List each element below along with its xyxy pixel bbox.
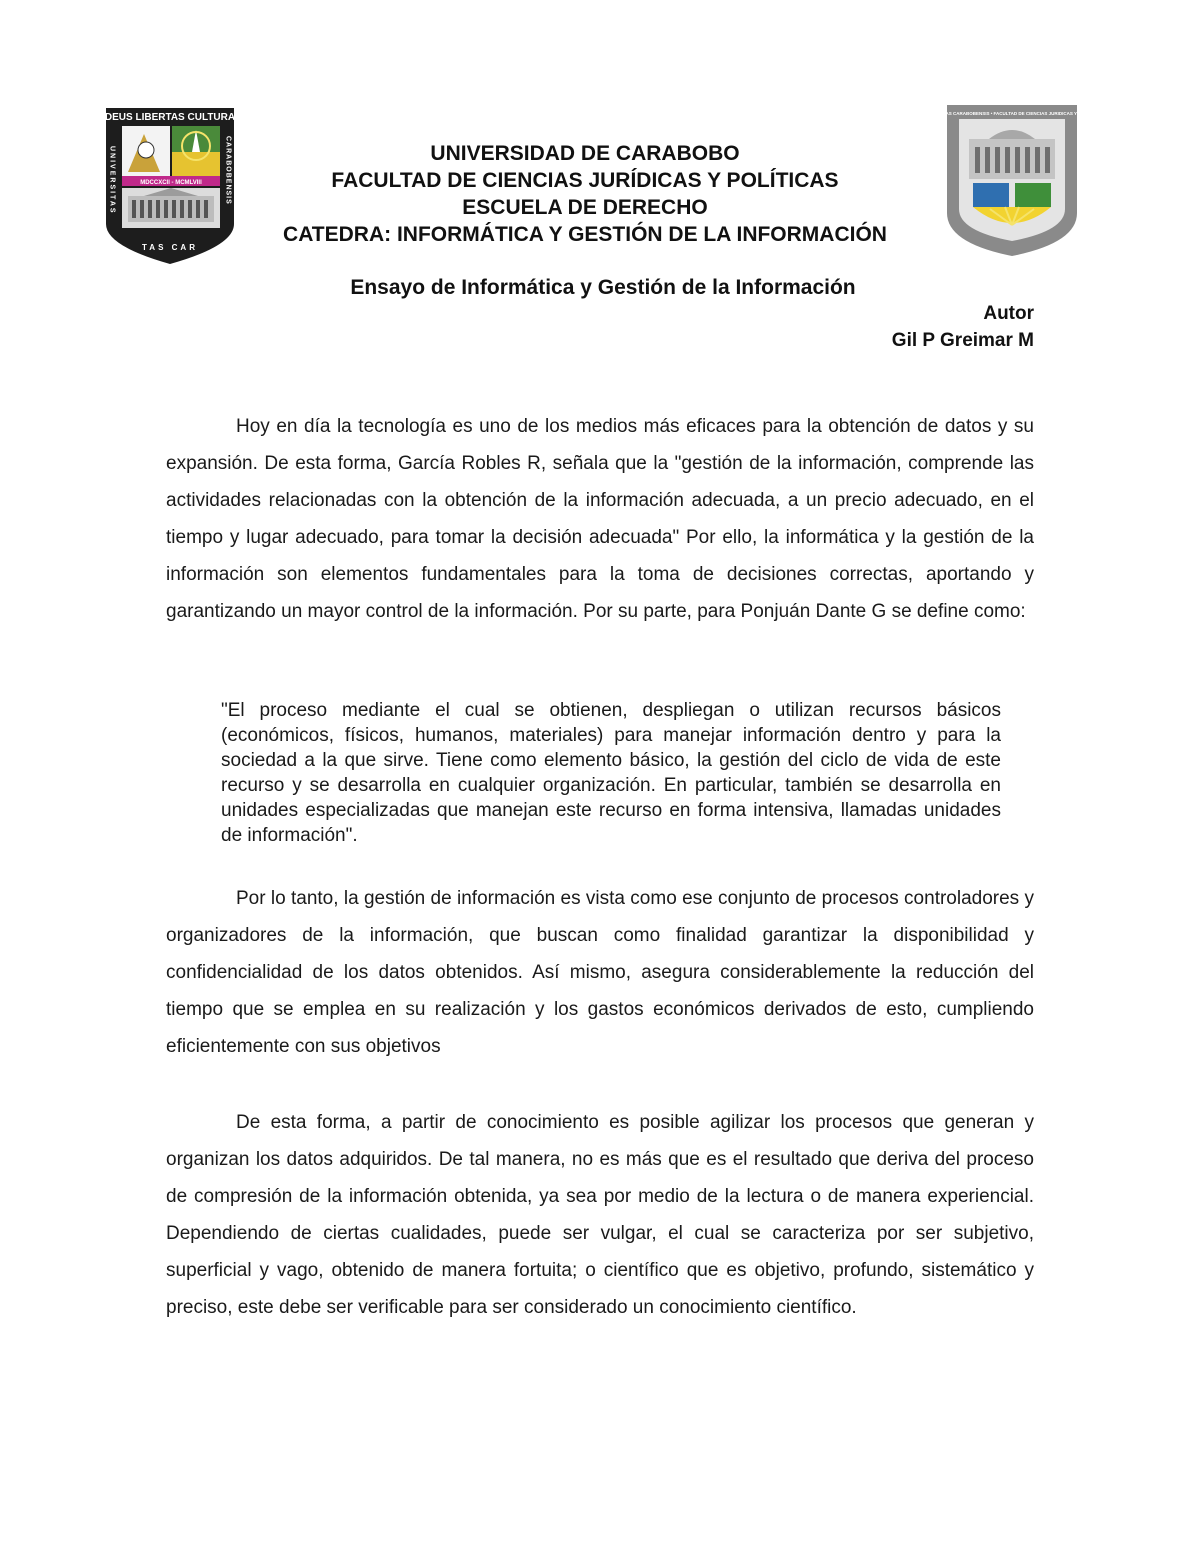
- block-quote-text: "El proceso mediante el cual se obtienen, despliegan o utilizan recursos básicos (económicos, físicos, humanos, materiales) para manejar información dentro y para la sociedad a la que sirve. Tiene como elemento básico, la gestión del ciclo de vida de este recurso y se desarrolla en cualquier organización. En particular, también se desarrolla en unidades especializadas que manejan este recurso en forma intensiva, llamadas unidades de información".: [221, 700, 1001, 846]
- author-label: Autor: [983, 303, 1034, 324]
- paragraph-1-text: Hoy en día la tecnología es uno de los medios más eficaces para la obtención de datos y su expansión. De esta forma, García Robles R, señala que la "gestión de la información, comprende las actividades relacionadas con la obtención de la información adecuada, a un precio adecuado, en el tiempo y lugar adecuado, para tomar la decisión adecuada" Por ello, la informática y la gestión de la información son elementos fundamentales para la toma de decisiones correctas, aportando y garantizando un mayor control de la información. Por su parte, para Ponjuán Dante G se define como:: [166, 416, 1034, 622]
- shield-date: MDCCXCII - MCMLVIII: [140, 180, 202, 186]
- seal-ring-text: UNIVERSITAS CARABOBENSIS • FACULTAD DE CIENCIAS JURIDICAS Y POLITICAS: [921, 111, 1103, 116]
- university-shield-icon: [104, 106, 236, 266]
- paragraph-2: [166, 880, 1034, 1065]
- shield-motto: DEUS LIBERTAS CULTURA: [104, 112, 236, 123]
- block-quote: [221, 698, 1001, 848]
- paragraph-3: [166, 1104, 1034, 1326]
- paragraph-3-text: De esta forma, a partir de conocimiento es posible agilizar los procesos que generan y organizan los datos adquiridos. De tal manera, no es más que es el resultado que deriva del proceso de compresión de la información obtenida, ya sea por medio de la lectura o de manera experiencial. Dependiendo de ciertas cualidades, puede ser vulgar, el cual se caracteriza por ser subjetivo, superficial y vago, obtenido de manera fortuita; o científico que es objetivo, profundo, sistemático y preciso, este debe ser verificable para ser considerado un conocimiento científico.: [166, 1112, 1034, 1318]
- shield-side-right: CARABOBENSIS: [224, 136, 232, 205]
- faculty-seal-logo: [921, 103, 1103, 258]
- school-name: ESCUELA DE DERECHO: [462, 196, 708, 219]
- author-name: Gil P Greimar M: [891, 330, 1034, 351]
- university-shield-logo: [104, 106, 236, 266]
- paragraph-1: [166, 408, 1034, 630]
- paragraph-2-text: Por lo tanto, la gestión de información es vista como ese conjunto de procesos controladores y organizadores de la información, que buscan como finalidad garantizar la disponibilidad y confidencialidad de los datos obtenidos. Así mismo, asegura considerablemente la reducción del tiempo que se emplea en su realización y los gastos económicos derivados de esto, cumpliendo eficientemente con sus objetivos: [166, 888, 1034, 1057]
- author-block: [892, 300, 1034, 354]
- faculty-name: FACULTAD DE CIENCIAS JURÍDICAS Y POLÍTICAS: [331, 169, 839, 192]
- course-name: CATEDRA: INFORMÁTICA Y GESTIÓN DE LA INFORMACIÓN: [283, 223, 887, 246]
- essay-title: Ensayo de Informática y Gestión de la Información: [350, 276, 856, 299]
- shield-bottom-text: TAS CAR: [142, 243, 198, 252]
- university-name: UNIVERSIDAD DE CARABOBO: [430, 142, 740, 165]
- shield-side-left: UNIVERSITAS: [108, 146, 116, 215]
- institution-header: [240, 140, 930, 248]
- faculty-seal-icon: [921, 103, 1103, 258]
